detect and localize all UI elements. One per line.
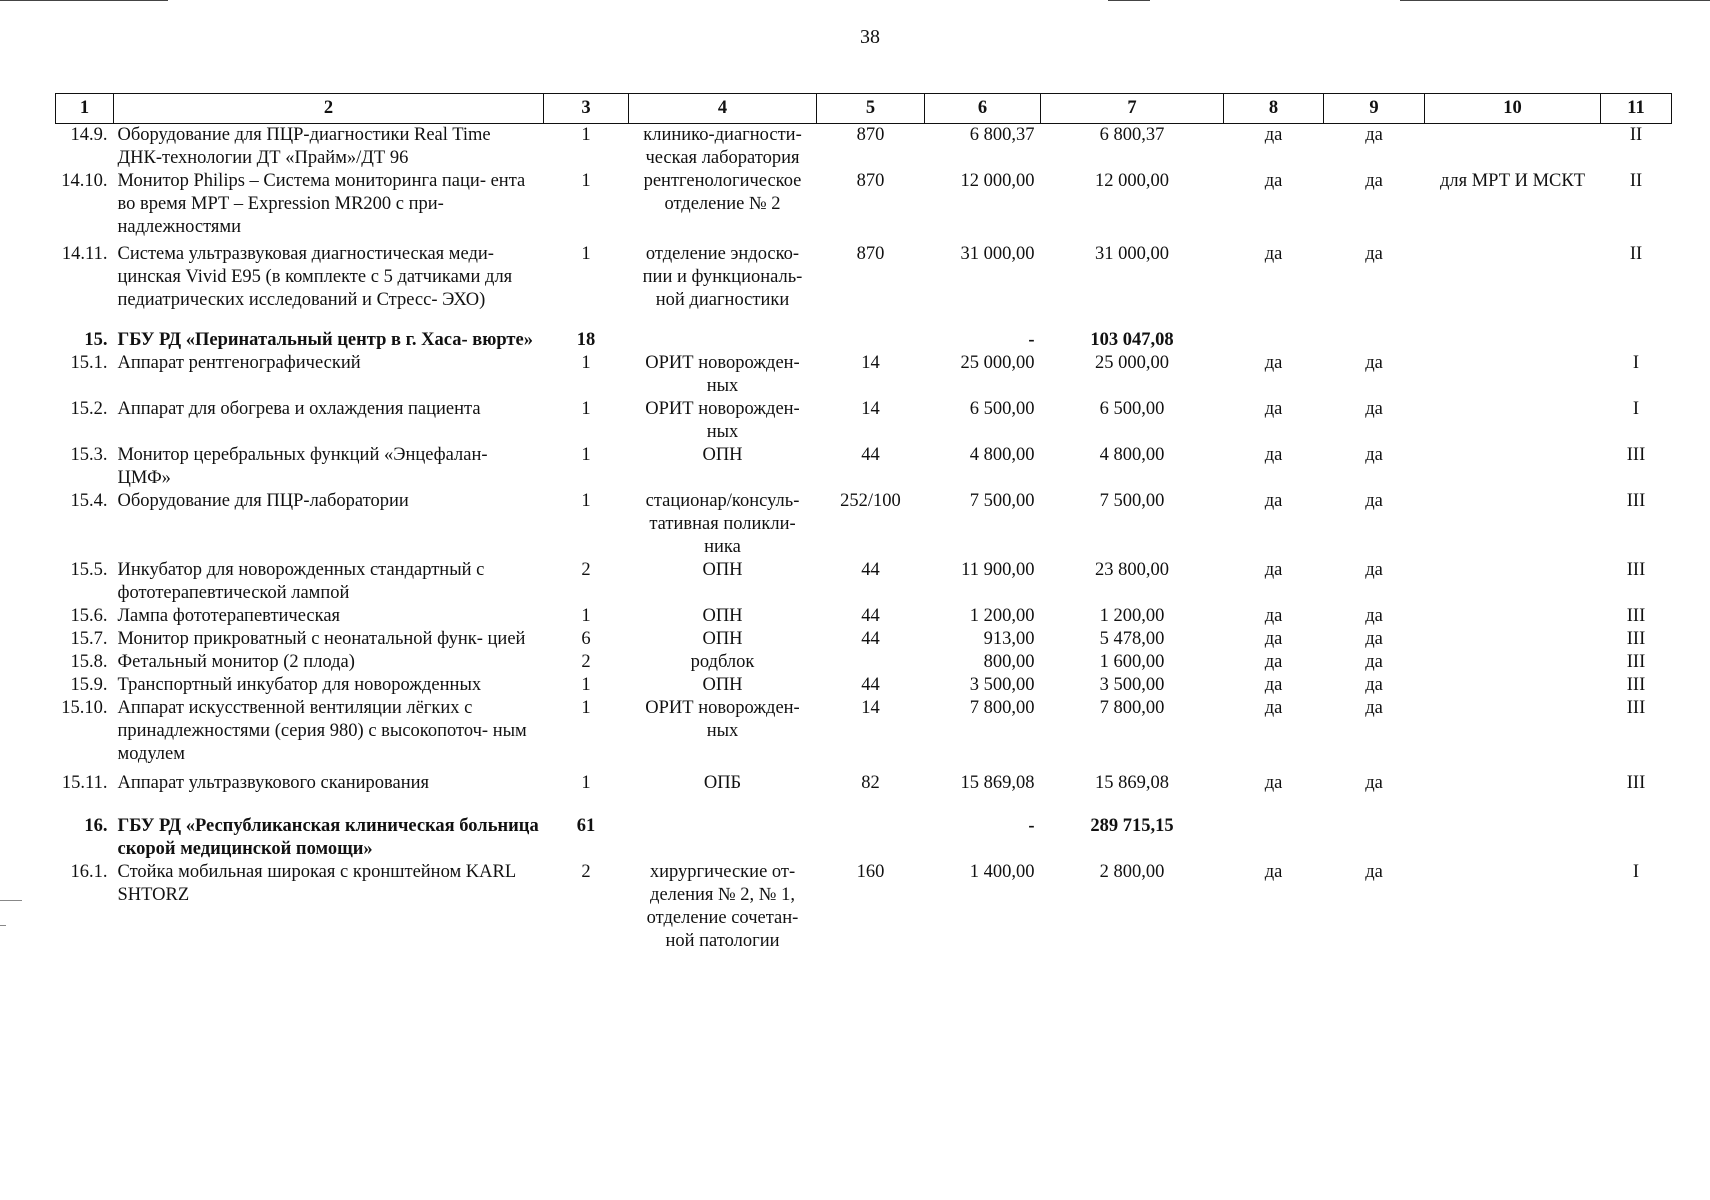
unit-price-cell: 6 800,37 bbox=[969, 125, 1035, 145]
total-amount-cell: 23 800,00 bbox=[1095, 560, 1169, 580]
flag-9-cell: да bbox=[1365, 773, 1383, 793]
unit-price-cell: 3 500,00 bbox=[969, 675, 1035, 695]
column-header-7: 7 bbox=[1041, 94, 1224, 124]
note-cell bbox=[1425, 628, 1601, 651]
quantity-cell: 2 bbox=[581, 862, 591, 882]
note-cell bbox=[1425, 651, 1601, 674]
column-5-cell: 44 bbox=[861, 606, 880, 626]
unit-price-cell: 7 500,00 bbox=[969, 491, 1035, 511]
item-name-cell: Аппарат ультразвукового сканирования bbox=[117, 773, 430, 793]
flag-9-cell: да bbox=[1365, 491, 1383, 511]
flag-8-cell: да bbox=[1264, 652, 1283, 672]
scan-mark-left bbox=[0, 900, 22, 901]
column-5-cell bbox=[817, 312, 925, 352]
flag-9-cell: да bbox=[1365, 399, 1383, 419]
item-number-cell: 15.1. bbox=[70, 353, 108, 373]
flag-8-cell: да bbox=[1264, 698, 1283, 718]
unit-price-cell: 15 869,08 bbox=[960, 773, 1035, 793]
total-amount-cell: 7 500,00 bbox=[1099, 491, 1165, 511]
item-name-cell: Фетальный монитор (2 плода) bbox=[117, 652, 355, 672]
table-row bbox=[56, 651, 1672, 674]
top-rule-left bbox=[0, 0, 168, 1]
note-cell bbox=[1425, 444, 1601, 490]
column-header-11: 11 bbox=[1601, 94, 1672, 124]
flag-8-cell: да bbox=[1264, 560, 1283, 580]
quantity-cell: 1 bbox=[581, 773, 591, 793]
item-number-cell: 15.4. bbox=[70, 491, 108, 511]
item-name-cell: Аппарат для обогрева и охлаждения пациента bbox=[117, 399, 481, 419]
item-name-cell: Стойка мобильная широкая с кронштейном KARL SHTORZ bbox=[117, 862, 516, 905]
top-rule-right bbox=[1400, 0, 1710, 1]
table-row bbox=[56, 697, 1672, 766]
unit-price-cell: - bbox=[1028, 330, 1035, 350]
flag-9-cell: да bbox=[1365, 445, 1383, 465]
column-5-cell bbox=[817, 795, 925, 861]
column-5-cell: 160 bbox=[856, 862, 885, 882]
item-number-cell: 15.10. bbox=[61, 698, 108, 718]
department-cell: ОПБ bbox=[703, 773, 742, 793]
flag-9-cell: да bbox=[1365, 606, 1383, 626]
item-number-cell: 16.1. bbox=[70, 862, 108, 882]
department-cell bbox=[629, 795, 817, 861]
department-cell: ОРИТ новорожден- ных bbox=[645, 399, 800, 442]
category-cell: III bbox=[1626, 652, 1646, 672]
item-number-cell: 15.6. bbox=[70, 606, 108, 626]
department-cell: ОПН bbox=[702, 606, 743, 626]
unit-price-cell: 25 000,00 bbox=[960, 353, 1035, 373]
table-row bbox=[56, 559, 1672, 605]
category-cell: III bbox=[1626, 606, 1646, 626]
item-name-cell: ГБУ РД «Перинатальный центр в г. Хаса- вюрте» bbox=[117, 330, 533, 350]
department-cell: стационар/консуль- тативная поликли- ника bbox=[645, 491, 800, 557]
column-5-cell: 82 bbox=[861, 773, 880, 793]
quantity-cell: 1 bbox=[581, 445, 591, 465]
column-5-cell bbox=[817, 651, 925, 674]
category-cell: III bbox=[1626, 491, 1646, 511]
column-5-cell: 870 bbox=[856, 125, 885, 145]
quantity-cell: 2 bbox=[581, 560, 591, 580]
note-cell bbox=[1425, 490, 1601, 559]
unit-price-cell: - bbox=[1028, 816, 1035, 836]
flag-9-cell: да bbox=[1365, 353, 1383, 373]
unit-price-cell: 1 200,00 bbox=[969, 606, 1035, 626]
flag-9-cell: да bbox=[1365, 675, 1383, 695]
column-header-9: 9 bbox=[1324, 94, 1425, 124]
quantity-cell: 1 bbox=[581, 353, 591, 373]
category-cell: I bbox=[1632, 862, 1640, 882]
table-row bbox=[56, 444, 1672, 490]
category-cell: II bbox=[1629, 171, 1643, 191]
department-cell: родблок bbox=[690, 652, 755, 672]
item-number-cell: 15. bbox=[84, 330, 108, 350]
department-cell: клинико-диагности- ческая лаборатория bbox=[643, 125, 802, 168]
flag-9-cell: да bbox=[1365, 652, 1383, 672]
item-name-cell: Монитор прикроватный с неонатальной функ- цией bbox=[117, 629, 526, 649]
total-amount-cell: 25 000,00 bbox=[1095, 353, 1169, 373]
category-cell: III bbox=[1626, 629, 1646, 649]
flag-8-cell: да bbox=[1264, 606, 1283, 626]
item-name-cell: Транспортный инкубатор для новорожденных bbox=[117, 675, 482, 695]
flag-8-cell: да bbox=[1264, 629, 1283, 649]
department-cell: ОРИТ новорожден- ных bbox=[645, 353, 800, 396]
item-number-cell: 15.8. bbox=[70, 652, 108, 672]
header-row bbox=[56, 94, 1672, 124]
table-row bbox=[56, 766, 1672, 795]
note-cell bbox=[1425, 861, 1601, 953]
column-5-cell: 44 bbox=[861, 629, 880, 649]
unit-price-cell: 12 000,00 bbox=[960, 171, 1035, 191]
department-cell: рентгенологическое отделение № 2 bbox=[643, 171, 802, 214]
flag-8-cell: да bbox=[1264, 675, 1283, 695]
total-amount-cell: 5 478,00 bbox=[1099, 629, 1165, 649]
flag-8-cell bbox=[1224, 795, 1324, 861]
table-row bbox=[56, 674, 1672, 697]
column-header-1: 1 bbox=[56, 94, 114, 124]
quantity-cell: 61 bbox=[576, 816, 596, 836]
column-header-6: 6 bbox=[925, 94, 1041, 124]
note-cell: для МРТ И МСКТ bbox=[1439, 171, 1586, 191]
department-cell: ОПН bbox=[702, 629, 743, 649]
table-row bbox=[56, 352, 1672, 398]
unit-price-cell: 7 800,00 bbox=[969, 698, 1035, 718]
quantity-cell: 1 bbox=[581, 399, 591, 419]
item-number-cell: 16. bbox=[84, 816, 108, 836]
category-cell: III bbox=[1626, 675, 1646, 695]
note-cell bbox=[1425, 605, 1601, 628]
total-amount-cell: 3 500,00 bbox=[1099, 675, 1165, 695]
department-cell bbox=[629, 312, 817, 352]
item-name-cell: Оборудование для ПЦР-диагностики Real Time ДНК-технологии ДТ «Прайм»/ДТ 96 bbox=[117, 125, 491, 168]
column-5-cell: 870 bbox=[856, 244, 885, 264]
quantity-cell: 6 bbox=[581, 629, 591, 649]
category-cell: III bbox=[1626, 773, 1646, 793]
item-name-cell: Оборудование для ПЦР-лаборатории bbox=[117, 491, 409, 511]
unit-price-cell: 800,00 bbox=[983, 652, 1035, 672]
total-amount-cell: 12 000,00 bbox=[1095, 171, 1169, 191]
note-cell bbox=[1425, 674, 1601, 697]
flag-9-cell: да bbox=[1365, 125, 1383, 145]
category-cell: II bbox=[1629, 125, 1643, 145]
total-amount-cell: 1 200,00 bbox=[1099, 606, 1165, 626]
flag-8-cell: да bbox=[1264, 399, 1283, 419]
flag-8-cell: да bbox=[1264, 445, 1283, 465]
flag-9-cell: да bbox=[1365, 862, 1383, 882]
item-number-cell: 15.9. bbox=[70, 675, 108, 695]
total-amount-cell: 31 000,00 bbox=[1095, 244, 1169, 264]
category-cell: II bbox=[1629, 244, 1643, 264]
quantity-cell: 2 bbox=[581, 652, 591, 672]
table-body bbox=[56, 124, 1672, 954]
note-cell bbox=[1425, 124, 1601, 171]
unit-price-cell: 1 400,00 bbox=[969, 862, 1035, 882]
flag-8-cell: да bbox=[1264, 125, 1283, 145]
column-header-2: 2 bbox=[114, 94, 544, 124]
item-number-cell: 15.5. bbox=[70, 560, 108, 580]
total-amount-cell: 7 800,00 bbox=[1099, 698, 1165, 718]
unit-price-cell: 4 800,00 bbox=[969, 445, 1035, 465]
flag-8-cell: да bbox=[1264, 353, 1283, 373]
column-header-4: 4 bbox=[629, 94, 817, 124]
department-cell: ОПН bbox=[702, 675, 743, 695]
category-cell: I bbox=[1632, 399, 1640, 419]
flag-9-cell: да bbox=[1365, 171, 1383, 191]
department-cell: ОРИТ новорожден- ных bbox=[645, 698, 800, 741]
total-amount-cell: 1 600,00 bbox=[1099, 652, 1165, 672]
flag-8-cell: да bbox=[1264, 244, 1283, 264]
note-cell bbox=[1425, 697, 1601, 766]
flag-8-cell bbox=[1224, 312, 1324, 352]
item-name-cell: Аппарат рентгенографический bbox=[117, 353, 361, 373]
flag-8-cell: да bbox=[1264, 171, 1283, 191]
scan-mark-left-2 bbox=[0, 925, 6, 926]
department-cell: отделение эндоско- пии и функциональ- ной диагностики bbox=[642, 244, 803, 310]
category-cell: III bbox=[1626, 445, 1646, 465]
quantity-cell: 1 bbox=[581, 491, 591, 511]
department-cell: ОПН bbox=[702, 560, 743, 580]
category-cell: I bbox=[1632, 353, 1640, 373]
item-number-cell: 14.10. bbox=[61, 171, 108, 191]
note-cell bbox=[1425, 239, 1601, 312]
category-cell: III bbox=[1626, 560, 1646, 580]
table-row bbox=[56, 490, 1672, 559]
item-name-cell: Система ультразвуковая диагностическая меди- цинская Vivid E95 (в комплекте с 5 датчиками для педиатрических исследований и Стресс- ЭХО) bbox=[117, 244, 513, 310]
quantity-cell: 1 bbox=[581, 125, 591, 145]
unit-price-cell: 6 500,00 bbox=[969, 399, 1035, 419]
item-name-cell: Монитор церебральных функций «Энцефалан- ЦМФ» bbox=[117, 445, 488, 488]
table-row bbox=[56, 861, 1672, 953]
item-name-cell: Аппарат искусственной вентиляции лёгких с принадлежностями (серия 980) с высокопоточ- ным модулем bbox=[117, 698, 527, 764]
unit-price-cell: 31 000,00 bbox=[960, 244, 1035, 264]
column-header-5: 5 bbox=[817, 94, 925, 124]
total-amount-cell: 15 869,08 bbox=[1095, 773, 1169, 793]
column-5-cell: 14 bbox=[861, 698, 880, 718]
quantity-cell: 1 bbox=[581, 606, 591, 626]
column-5-cell: 44 bbox=[861, 675, 880, 695]
column-5-cell: 44 bbox=[861, 560, 880, 580]
table-row bbox=[56, 170, 1672, 239]
column-header-10: 10 bbox=[1425, 94, 1601, 124]
item-name-cell: Лампа фототерапевтическая bbox=[117, 606, 341, 626]
note-cell bbox=[1425, 795, 1601, 861]
flag-9-cell bbox=[1324, 795, 1425, 861]
quantity-cell: 1 bbox=[581, 244, 591, 264]
note-cell bbox=[1425, 312, 1601, 352]
column-header-3: 3 bbox=[544, 94, 629, 124]
equipment-table bbox=[55, 93, 1672, 953]
total-amount-cell: 6 800,37 bbox=[1099, 125, 1165, 145]
total-amount-cell: 4 800,00 bbox=[1099, 445, 1165, 465]
unit-price-cell: 913,00 bbox=[983, 629, 1035, 649]
page-number: 38 bbox=[860, 26, 880, 48]
item-name-cell: Монитор Philips – Система мониторинга паци- ента во время МРТ – Expression MR200 с при- надлежностями bbox=[117, 171, 526, 237]
item-name-cell: Инкубатор для новорожденных стандартный с фототерапевтической лампой bbox=[117, 560, 485, 603]
total-amount-cell: 103 047,08 bbox=[1090, 330, 1174, 350]
flag-9-cell: да bbox=[1365, 698, 1383, 718]
quantity-cell: 1 bbox=[581, 698, 591, 718]
note-cell bbox=[1425, 766, 1601, 795]
column-5-cell: 14 bbox=[861, 399, 880, 419]
item-number-cell: 15.11. bbox=[61, 773, 108, 793]
note-cell bbox=[1425, 559, 1601, 605]
column-5-cell: 870 bbox=[856, 171, 885, 191]
table-row bbox=[56, 628, 1672, 651]
department-cell: ОПН bbox=[702, 445, 743, 465]
flag-9-cell: да bbox=[1365, 629, 1383, 649]
total-amount-cell: 6 500,00 bbox=[1099, 399, 1165, 419]
item-number-cell: 14.9. bbox=[70, 125, 108, 145]
item-number-cell: 14.11. bbox=[61, 244, 108, 264]
flag-9-cell: да bbox=[1365, 560, 1383, 580]
table-row bbox=[56, 124, 1672, 171]
item-number-cell: 15.2. bbox=[70, 399, 108, 419]
column-5-cell: 44 bbox=[861, 445, 880, 465]
department-cell: хирургические от- деления № 2, № 1, отделение сочетан- ной патологии bbox=[646, 862, 799, 951]
quantity-cell: 18 bbox=[576, 330, 596, 350]
item-number-cell: 15.3. bbox=[70, 445, 108, 465]
note-cell bbox=[1425, 352, 1601, 398]
top-rule-center bbox=[1108, 0, 1150, 1]
quantity-cell: 1 bbox=[581, 675, 591, 695]
category-cell: III bbox=[1626, 698, 1646, 718]
total-amount-cell: 2 800,00 bbox=[1099, 862, 1165, 882]
table-row bbox=[56, 239, 1672, 312]
item-name-cell: ГБУ РД «Республиканская клиническая больница скорой медицинской помощи» bbox=[117, 816, 539, 859]
table-row bbox=[56, 605, 1672, 628]
item-number-cell: 15.7. bbox=[70, 629, 108, 649]
category-cell bbox=[1601, 312, 1672, 352]
flag-9-cell: да bbox=[1365, 244, 1383, 264]
quantity-cell: 1 bbox=[581, 171, 591, 191]
section-row bbox=[56, 312, 1672, 352]
column-header-8: 8 bbox=[1224, 94, 1324, 124]
flag-8-cell: да bbox=[1264, 491, 1283, 511]
column-5-cell: 14 bbox=[861, 353, 880, 373]
flag-8-cell: да bbox=[1264, 862, 1283, 882]
column-5-cell: 252/100 bbox=[840, 491, 901, 511]
note-cell bbox=[1425, 398, 1601, 444]
total-amount-cell: 289 715,15 bbox=[1090, 816, 1174, 836]
flag-9-cell bbox=[1324, 312, 1425, 352]
flag-8-cell: да bbox=[1264, 773, 1283, 793]
unit-price-cell: 11 900,00 bbox=[961, 560, 1035, 580]
section-row bbox=[56, 795, 1672, 861]
table-row bbox=[56, 398, 1672, 444]
category-cell bbox=[1601, 795, 1672, 861]
